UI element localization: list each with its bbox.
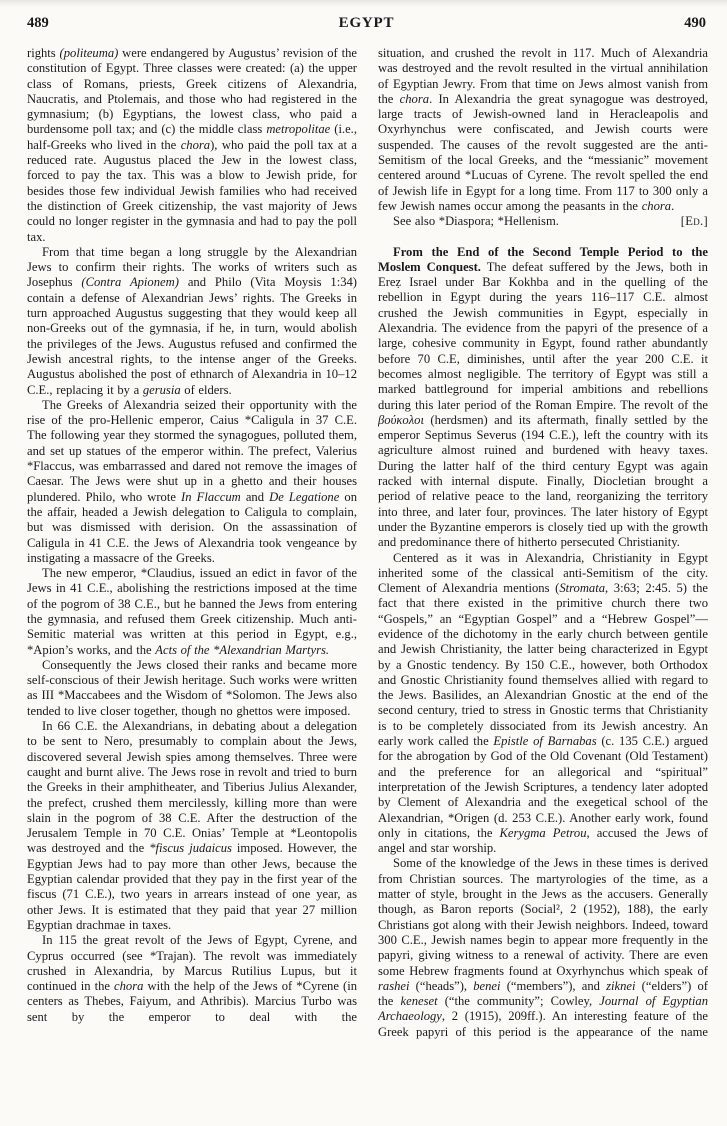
italic-text-run: Kerygma Petrou xyxy=(499,825,587,840)
italic-text-run: gerusia xyxy=(142,382,181,397)
text-run: Some of the knowledge of the Jews in these times is derived from Christian sources. The martyrologies of the time, as a matter of style, brought in the Jews as the accusers. Generally though, as Baron reports (Social², 2 (1952), 188), the early Christians got along with their Jewish neighbors. Indeed, toward 300 C.E., Jewish names begin to appear more frequently in the papyri, giving witness to a renewal of activity. There are even some Hebrew fragments found at Oxyrhynchus which speak of xyxy=(378,856,708,978)
editor-attribution: [Ed.] xyxy=(680,214,708,229)
italic-text-run: chora xyxy=(114,979,144,994)
paragraph xyxy=(27,46,357,245)
paragraph xyxy=(378,214,708,229)
right-page-number: 490 xyxy=(684,15,706,31)
text-run: Consequently the Jews closed their ranks and became more self-conscious of their Jewish heritage. Such works were written as III *Maccabees and the Wisdom of *Solomon. The Jews also tended to live closer together, though no ghettos were imposed. xyxy=(27,657,357,718)
italic-text-run: rashei xyxy=(378,978,410,993)
italic-text-run: chora xyxy=(399,91,430,106)
text-run: , 3:63; 2:45. 5) the fact that there existed in the primitive church there two “Gospels,” an “Egyptian Gospel” and a “Hebrew Gospel”—evidence of the dichotomy in the early church between gentile and Jewish Christianity, the latter being characterized in Egypt by a Gnostic tendency. By 150 C.E., however, both Orthodox and Gnostic Christianity found themselves allied with regard to the Jews. Basilides, an Alexandrian Gnostic at the end of the second century, tried to stress in Gnostic terms that Christianity is to be completely dissociated from its Jewish ancestry. An early work called the xyxy=(378,581,708,749)
text-run: were endangered by Augustus’ revision of the constitution of Egypt. Three classes were created: (a) the upper class of Romans, priests, Greek citizens of Alexandria, Naucratis, and Ptolemais, and those who had registered in the gymnasium; (b) Egyptians, the lowest class, who paid a burdensome poll tax; and (c) the middle class xyxy=(27,46,357,137)
text-run: (“members”), and xyxy=(500,978,607,993)
left-page-number: 489 xyxy=(27,15,49,31)
italic-text-run: De Legatione xyxy=(269,489,340,504)
paragraph xyxy=(27,719,357,933)
text-run: The Greeks of Alexandria seized their opportunity with the rise of the pro-Hellenic emperor, Caius *Caligula in 37 C.E. The following year they stormed the synagogues, polluted them, and set up statues of the emperor within. The prefect, Valerius *Flaccus, was embarrassed and dared not remove the images of Caesar. The Jews were shut up in a ghetto and their houses plundered. Philo, who wrote xyxy=(27,397,357,504)
text-run: In 115 the great revolt of the Jews of Egypt, Cyrene, and Cyprus occurred (see *Trajan). The revolt was immediately crushed in Alexandria, by Marcus Rutilius Lupus, but it continued in the xyxy=(27,933,357,994)
italic-text-run: benei xyxy=(473,978,501,993)
paragraph xyxy=(27,245,357,398)
left-column xyxy=(27,46,357,1112)
italic-text-run: Journal of Egyptian Archaeology xyxy=(378,994,708,1024)
italic-text-run: *fiscus judaicus xyxy=(149,841,232,856)
text-run: , accused the Jews of angel and star worship. xyxy=(378,825,708,856)
two-column-text-block xyxy=(27,46,708,1112)
italic-text-run: βούκολοι xyxy=(378,412,424,427)
italic-text-run: (politeuma) xyxy=(59,46,119,60)
text-run: imposed. However, the Egyptian Jews had to pay more than other Jews, because the Egyptian calendar provided that they pay in the first year of the fiscus (71 C.E.), two years in arrears instead of one year, as other Jews. It is estimated that they paid that year 27 million Egyptian drachmae in taxes. xyxy=(27,841,357,932)
italic-text-run: chora xyxy=(641,198,672,213)
section-heading-run: From the End of the Second Temple Period to the Moslem Conquest. xyxy=(378,244,708,274)
text-run: The defeat suffered by the Jews, both in Ereẓ Israel under Bar Kokhba and in the quelling of the rebellion in Egypt during the years 116–117 C.E. almost crushed the Jewish communities in Egypt, especially in Alexandria. The evidence from the papyri of the presence of a large, cohesive community in Egypt, found rather abundantly before 70 C.E, diminishes, until after the year 200 C.E. it becomes almost negligible. The territory of Egypt was still a marked battleground for imperial ambitions and rebellions during this later period of the Roman Empire. The revolt of the xyxy=(378,259,708,412)
italic-text-run: ziknei xyxy=(606,978,636,993)
text-run: (“heads”), xyxy=(409,978,474,993)
text-run: (i.e., half-Greeks who lived in the xyxy=(27,122,357,152)
text-run: In 66 C.E. the Alexandrians, in debating about a delegation to be sent to Nero, presumably to complain about the Jews, discovered several Jewish spies among themselves. Three were caught and burnt alive. The Jews rose in revolt and tried to burn the Greeks in their amphitheater, and Tiberius Julius Alexander, the prefect, crushed them mercilessly, killing more than were slain in the pogrom of 38 C.E. After the destruction of the Jerusalem Temple in 70 C.E. Onias’ Temple at *Leontopolis was destroyed and the xyxy=(27,719,357,856)
italic-text-run: Epistle of Barnabas xyxy=(493,734,597,749)
italic-text-run: Acts of the *Alexandrian Martyrs. xyxy=(155,642,330,657)
paragraph xyxy=(27,658,357,719)
text-run: (“the community”; Cowley, xyxy=(437,994,600,1009)
text-run: with the help of the Jews of *Cyrene (in centers as Thebes, Faiyum, and Athribis). Marcius Turbo was sent by the emperor to deal with the xyxy=(27,979,357,1024)
paragraph xyxy=(27,398,357,566)
text-run: ), who paid the poll tax at a reduced rate. Augustus placed the Jew in the lowest class, forced to pay the tax. This was a blow to Jewish pride, for besides those few individual Jewish families who had received the distinction of Greek citizenship, the vast majority of Jews could no longer register in the gymnasia and had to pay the poll tax. xyxy=(27,137,357,244)
text-run: (c. 135 C.E.) argued for the abrogation by God of the Old Covenant (Old Testament) and the preference for an allegorical and “spiritual” interpretation of the Jewish Scriptures, a tendency later adopted by Clement of Alexandria and the exegetical school of the Alexandrian, *Origen (d. 253 C.E.). Another early work, found only in citations, the xyxy=(378,734,708,840)
italic-text-run: Stromata xyxy=(559,581,606,596)
paragraph xyxy=(27,933,357,1025)
italic-text-run: (Contra Apionem) xyxy=(81,275,179,290)
text-run: on the affair, headed a Jewish delegation to Caligula to complain, but was dismissed with derision. On the assassination of Caligula in 41 C.E. the Jews of Alexandria took vengeance by instigating a massacre of the Greeks. xyxy=(27,489,357,565)
page-header xyxy=(27,15,706,33)
running-title: EGYPT xyxy=(338,15,395,31)
paragraph xyxy=(378,551,708,857)
italic-text-run: chora xyxy=(180,137,211,152)
text-run: Centered as it was in Alexandria, Christianity in Egypt inherited some of the classical anti-Semitism of the city. Clement of Alexandria mentions ( xyxy=(378,550,708,596)
text-run: of elders. xyxy=(180,382,232,397)
text-run: and xyxy=(240,489,270,504)
right-column xyxy=(378,46,708,1112)
paragraph xyxy=(378,245,708,551)
italic-text-run: keneset xyxy=(400,994,438,1009)
text-run: . xyxy=(671,198,675,213)
italic-text-run: In Flaccum xyxy=(181,489,241,504)
text-run: , 2 (1915), 209ff.). An interesting feature of the Greek papyri of this period is the appearance of the name xyxy=(378,1009,708,1039)
text-run: (herdsmen) and its aftermath, finally settled by the emperor Septimus Severus (194 C.E.), left the country with its agriculture almost ruined and burdened with heavy taxes. During the latter half of the third century Egypt was again racked with internal dispute. Finally, Diocletian brought a period of relative peace to the land, reorganizing the territory into three, and later four, provinces. The later history of Egypt under the Byzantine emperors is closely tied up with the growth and predominance there of hitherto persecuted Christianity. xyxy=(378,412,708,550)
text-run: and Philo (Vita Moysis 1:34) contain a defense of Alexandrian Jews’ rights. The Greeks in turn approached Augustus suggesting that they would keep all non-Greeks out of the gymnasia, if he, in turn, would abolish the privileges of the Jews. Augustus refused and confirmed the Jewish ancestral rights, to the intense anger of the Greeks. Augustus abolished the post of ethnarch of Alexandria in 10–12 C.E., replacing it by a xyxy=(27,275,357,397)
text-run: . In Alexandria the great synagogue was destroyed, large tracts of Jewish-owned land in Heracleapolis and Oxyrhynchus were confiscated, and Jewish courts were suspended. The causes of the revolt suggested are the anti-Semitism of the local Greeks, and the “messianic” movement centered around *Lucuas of Cyrene. The revolt spelled the end of Jewish life in Egypt for a long time. From 117 to 300 only a few Jewish names occur among the peasants in the xyxy=(378,91,708,213)
paragraph xyxy=(378,856,708,1040)
text-run: (“elders”) of the xyxy=(378,978,708,1009)
text-run: From that time began a long struggle by the Alexandrian Jews to confirm their rights. The works of writers such as Josephus xyxy=(27,244,357,290)
paragraph xyxy=(27,566,357,658)
italic-text-run: metropolitae xyxy=(266,122,331,137)
text-run: rights xyxy=(27,46,60,60)
text-run: situation, and crushed the revolt in 117. Much of Alexandria was destroyed and the revolt resulted in the virtual annihilation of Egyptian Jewry. From that time on Jews almost vanish from the xyxy=(378,46,708,106)
text-run: The new emperor, *Claudius, issued an edict in favor of the Jews in 41 C.E., abolishing the restrictions imposed at the time of the pogrom of 38 C.E., but he banned the Jews from entering the gymnasia, and refused them Greek citizenship. Much anti-Semitic material was written at this period in Egypt, e.g., *Apion’s works, and the xyxy=(27,566,357,657)
text-run: See also *Diaspora; *Hellenism. xyxy=(393,214,559,229)
paragraph xyxy=(378,46,708,214)
